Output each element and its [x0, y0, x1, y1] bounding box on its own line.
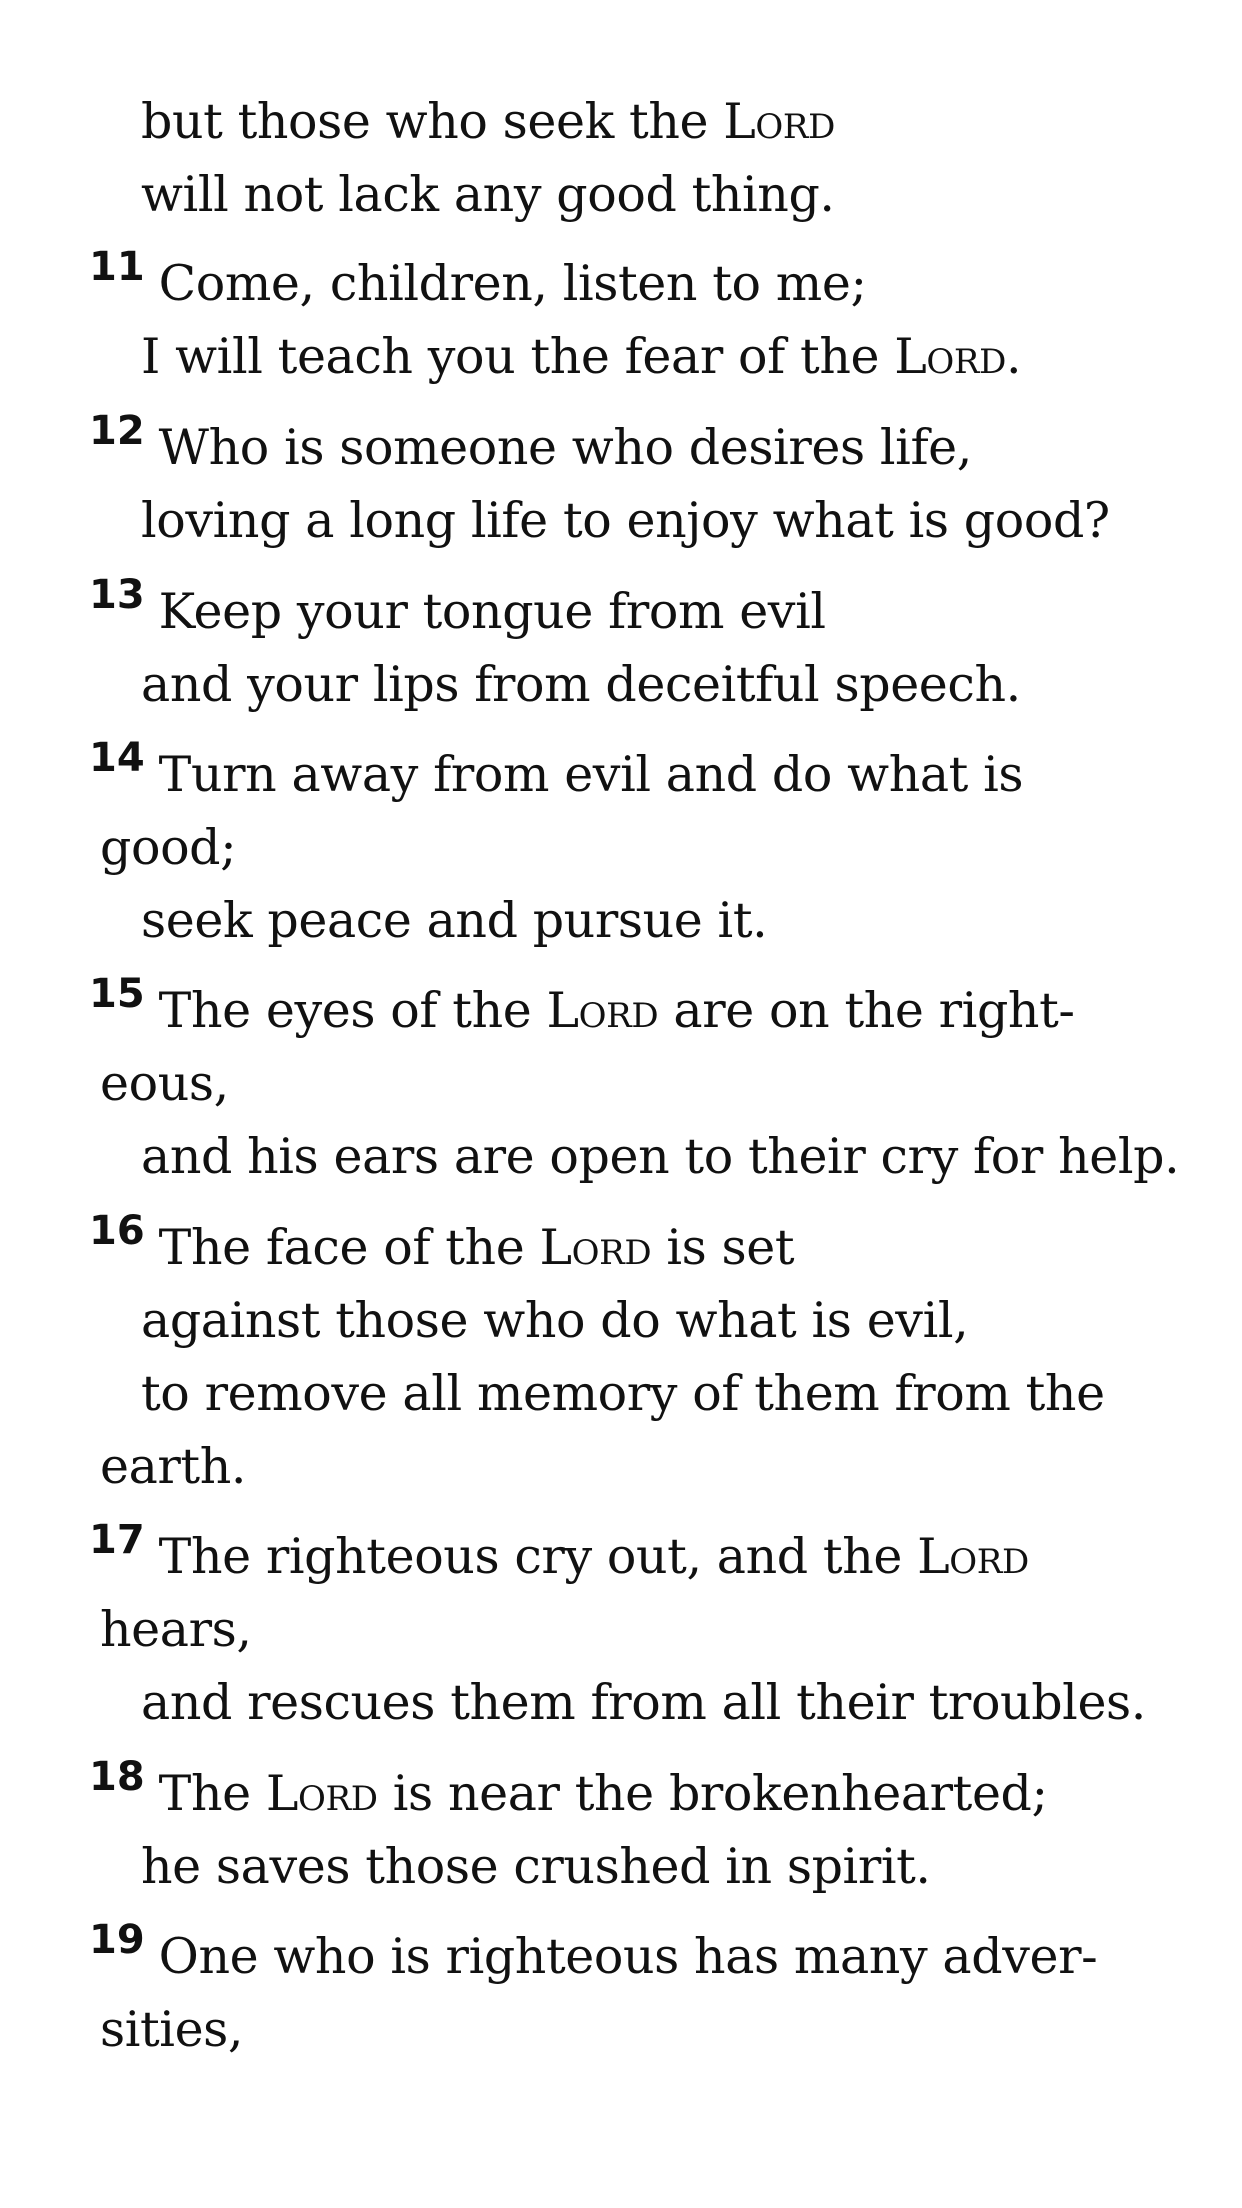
verse-first-line: [89, 244, 867, 317]
verse-line: [141, 1291, 968, 1351]
verse-text: will not lack any good thing.: [141, 166, 835, 223]
verse-number[interactable]: 17: [89, 1517, 145, 1563]
verse-line: [141, 491, 1110, 551]
verse-text: The: [158, 1765, 266, 1822]
verse-text: The eyes of the: [158, 982, 547, 1039]
verse-first-line: [89, 1917, 1098, 1990]
verse-first-line: [89, 1208, 795, 1281]
verse-first-line: [89, 572, 826, 645]
verse-text: The righteous cry out, and the: [158, 1528, 918, 1585]
verse-text: good;: [100, 819, 237, 876]
verse-line: [100, 1054, 229, 1114]
divine-name-small-caps: Lord: [723, 93, 835, 150]
verse-text: but those who seek the: [141, 93, 724, 150]
divine-name-small-caps: Lord: [546, 982, 659, 1039]
verse-text: Turn away from evil and do what is: [158, 746, 1024, 803]
divine-name-small-caps: Lord: [265, 1765, 378, 1822]
verse-first-line: [89, 971, 1075, 1044]
verse-text: .: [1005, 328, 1022, 385]
verse-text: The face of the: [158, 1219, 540, 1276]
divine-name-small-caps: Lord: [539, 1219, 652, 1276]
verse-line: [141, 891, 767, 951]
verse-line: [100, 1437, 246, 1497]
divine-name-small-caps: Lord: [917, 1528, 1029, 1585]
verse-first-line: [89, 1754, 1048, 1827]
verse-line: [141, 1127, 1179, 1187]
verse-number[interactable]: 13: [89, 572, 145, 618]
verse-text: and his ears are open to their cry for help.: [141, 1128, 1180, 1185]
verse-number[interactable]: 19: [89, 1917, 145, 1963]
verse-line: [141, 1673, 1146, 1733]
verse-text: is set: [651, 1219, 795, 1276]
verse-text: and rescues them from all their troubles.: [141, 1674, 1146, 1731]
verse-text: I will teach you the fear of the: [141, 328, 895, 385]
verse-text: to remove all memory of them from the: [141, 1365, 1105, 1422]
verse-first-line: [89, 1517, 1029, 1590]
verse-number[interactable]: 14: [89, 735, 145, 781]
verse-line: [141, 92, 835, 152]
verse-text: he saves those crushed in spirit.: [141, 1838, 931, 1895]
verse-text: One who is righteous has many adver-: [158, 1928, 1098, 1985]
verse-text: Keep your tongue from evil: [158, 583, 826, 640]
verse-line: [141, 327, 1021, 387]
verse-number[interactable]: 18: [89, 1754, 145, 1800]
verse-line: [141, 1837, 931, 1897]
verse-first-line: [89, 408, 972, 481]
verse-line: [141, 165, 835, 225]
verse-text: loving a long life to enjoy what is good?: [141, 492, 1110, 549]
verse-text: eous,: [100, 1055, 229, 1112]
verse-text: against those who do what is evil,: [141, 1292, 969, 1349]
verse-first-line: [89, 735, 1024, 808]
verse-text: are on the right-: [658, 982, 1075, 1039]
verse-text: hears,: [100, 1601, 252, 1658]
verse-number[interactable]: 16: [89, 1208, 145, 1254]
divine-name-small-caps: Lord: [894, 328, 1006, 385]
verse-line: [100, 818, 236, 878]
verse-text: seek peace and pursue it.: [141, 892, 768, 949]
verse-text: sities,: [100, 2001, 244, 2058]
verse-text: is near the brokenhearted;: [377, 1765, 1048, 1822]
verse-number[interactable]: 12: [89, 408, 145, 454]
verse-text: Who is someone who desires life,: [158, 419, 972, 476]
verse-number[interactable]: 11: [89, 244, 145, 290]
verse-line: [141, 1364, 1105, 1424]
verse-line: [100, 2000, 243, 2060]
verse-number[interactable]: 15: [89, 971, 145, 1017]
verse-text: earth.: [100, 1438, 247, 1495]
verse-text: and your lips from deceitful speech.: [141, 656, 1021, 713]
verse-line: [100, 1600, 252, 1660]
verse-line: [141, 655, 1021, 715]
verse-text: Come, children, listen to me;: [158, 255, 867, 312]
